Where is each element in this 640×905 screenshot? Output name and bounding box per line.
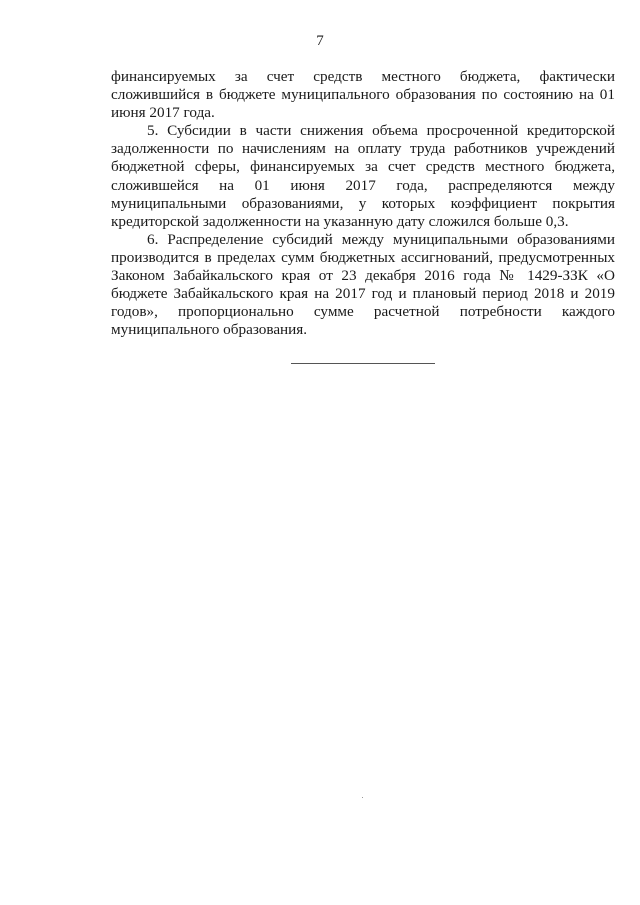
page-number: 7 — [316, 33, 324, 49]
closing-divider-line — [291, 363, 435, 364]
paragraph-item-5: 5. Субсидии в части снижения объема просроченной кредиторской задолженности по начислениям на оплату труда работников учреждений бюджетной сферы, финансируемых за счет средств местного бюджета, сложившейся на 01 июня 2017 года, распределяются между муниципальными образованиями, у которых коэффициент покрытия кредиторской задолженности на указанную дату сложился больше 0,3. — [111, 122, 615, 230]
paragraph-item-6: 6. Распределение субсидий между муниципальными образованиями производится в пределах сумм бюджетных ассигнований, предусмотренных Законом Забайкальского края от 23 декабря 2016 года № 1429-ЗЗК «О бюджете Забайкальского края на 2017 год и плановый период 2018 и 2019 годов», пропорционально сумме расчетной потребности каждого муниципального образования. — [111, 230, 615, 339]
document-body — [111, 68, 615, 339]
paragraph-continuation: финансируемых за счет средств местного бюджета, фактически сложившийся в бюджете муниципального образования по состоянию на 01 июня 2017 года. — [111, 68, 615, 122]
scan-artifact-dot — [362, 797, 363, 798]
